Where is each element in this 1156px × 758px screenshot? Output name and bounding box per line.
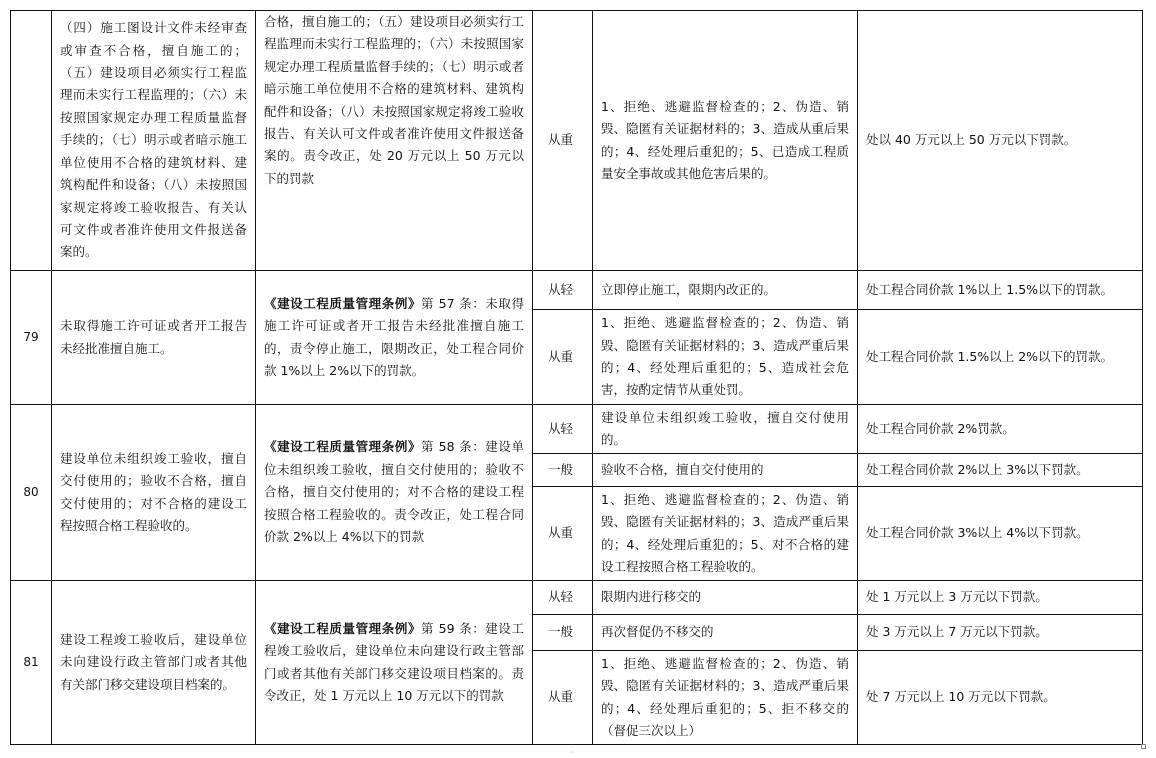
penalty-cell: 处以 40 万元以上 50 万元以下罚款。 — [866, 132, 1077, 148]
penalty-cell: 处工程合同价款 1%以上 1.5%以下的罚款。 — [866, 281, 1114, 297]
basis-text: 第 57 条：未取得施工许可证或者开工报告未经批准擅自施工的，责令停止施工，限期改正，处工程合同价款 1%以上 2%以下的罚款。 — [264, 295, 524, 378]
circumstance-text: 1、拒绝、逃避监督检查的；2、伪造、销毁、隐匿有关证据材料的；3、造成从重后果的；4、经处理后重犯的；5、已造成工程质量安全事故或其他危害后果的。 — [601, 98, 849, 181]
penalty-cell: 处工程合同价款 2%以上 3%以下罚款。 — [866, 461, 1089, 477]
basis-cell — [256, 271, 532, 404]
violation-text: 未取得施工许可证或者开工报告未经批准擅自施工。 — [60, 318, 247, 356]
law-title: 《建设工程质量管理条例》 — [264, 439, 422, 455]
violation-cell — [52, 11, 255, 270]
circumstance-text: 1、拒绝、逃避监督检查的；2、伪造、销毁、隐匿有关证据材料的；3、造成严重后果的；4、经处理后重犯的；5、造成社会危害，按酌定情节从重处罚。 — [601, 315, 849, 398]
basis-cell — [256, 405, 532, 580]
penalty-cell: 处 1 万元以上 3 万元以下罚款。 — [866, 589, 1048, 605]
circumstance-cell: 再次督促仍不移交的 — [601, 624, 714, 640]
circumstance-cell — [593, 310, 857, 404]
circumstance-cell — [593, 487, 857, 580]
penalty-cell: 处 3 万元以上 7 万元以下罚款。 — [866, 624, 1048, 640]
level-label: 从重 — [548, 525, 574, 541]
level-label: 从重 — [548, 132, 574, 148]
circumstance-cell: 立即停止施工，限期内改正的。 — [601, 281, 777, 297]
basis-cell — [256, 11, 532, 270]
level-label: 从重 — [548, 689, 574, 705]
circumstance-text: 1、拒绝、逃避监督检查的；2、伪造、销毁、隐匿有关证据材料的；3、造成严重后果的；4、经处理后重犯的；5、拒不移交的（督促三次以上） — [601, 655, 849, 738]
row-number: 81 — [23, 655, 39, 670]
violation-text: （四）施工图设计文件未经审查或审查不合格，擅自施工的；（五）建设项目必须实行工程监理而未实行工程监理的；（六）未按照国家规定办理工程质量监督手续的；（七）明示或者暗示施工单位使用不合格的建筑材料、建筑构配件和设备；（八）未按照国家规定将竣工验收报告、有关认可文件或者准许使用文件报送备案的。 — [60, 20, 247, 260]
level-label: 从轻 — [548, 589, 574, 605]
level-label: 一般 — [548, 461, 574, 477]
circumstance-cell — [593, 405, 857, 453]
row-number: 79 — [23, 330, 39, 345]
paragraph-mark-icon — [1141, 744, 1146, 749]
violation-text: 建设工程竣工验收后，建设单位未向建设行政主管部门或者其他有关部门移交建设项目档案的。 — [60, 631, 247, 692]
row-number: 80 — [23, 485, 39, 500]
page-footer-mark: ·· — [570, 748, 576, 757]
level-label: 从轻 — [548, 281, 574, 297]
circumstance-cell — [593, 651, 857, 744]
level-label: 从轻 — [548, 420, 574, 436]
level-label: 从重 — [548, 348, 574, 364]
circumstance-cell: 验收不合格，擅自交付使用的 — [601, 461, 764, 477]
circumstance-cell: 限期内进行移交的 — [601, 589, 702, 605]
level-label: 一般 — [548, 624, 574, 640]
circumstance-cell — [593, 11, 857, 270]
basis-text: 第 59 条：建设工程竣工验收后，建设单位未向建设行政主管部门或者其他有关部门移交建设项目档案的。责令改正，处 1 万元以上 10 万元以下的罚款 — [264, 620, 524, 703]
law-title: 《建设工程质量管理条例》 — [264, 620, 422, 636]
circumstance-text: 1、拒绝、逃避监督检查的；2、伪造、销毁、隐匿有关证据材料的；3、造成严重后果的；4、经处理后重犯的；5、对不合格的建设工程按照合格工程验收的。 — [601, 491, 849, 574]
penalty-cell: 处 7 万元以上 10 万元以下罚款。 — [866, 689, 1056, 705]
basis-text: 第 58 条：建设单位未组织竣工验收，擅自交付使用的；验收不合格，擅自交付使用的；对不合格的建设工程按照合格工程验收的。责令改正，处工程合同价款 2%以上 4%以下的罚款 — [264, 439, 524, 545]
violation-text: 建设单位未组织竣工验收，擅自交付使用的；验收不合格，擅自交付使用的；对不合格的建设工程按照合格工程验收的。 — [60, 450, 247, 533]
penalty-cell: 处工程合同价款 1.5%以上 2%以下的罚款。 — [866, 348, 1114, 364]
violation-cell — [52, 581, 255, 744]
circumstance-text: 建设单位未组织竣工验收，擅自交付使用的。 — [601, 409, 849, 447]
violation-cell — [52, 271, 255, 404]
penalty-cell: 处工程合同价款 3%以上 4%以下罚款。 — [866, 525, 1089, 541]
violation-cell — [52, 405, 255, 580]
law-title: 《建设工程质量管理条例》 — [264, 295, 422, 311]
basis-cell — [256, 581, 532, 744]
basis-text: 合格，擅自施工的；（五）建设项目必须实行工程监理而未实行工程监理的；（六）未按照国家规定办理工程质量监督手续的；（七）明示或者暗示施工单位使用不合格的建筑材料、建筑构配件和设备；（八）未按照国家规定将竣工验收报告、有关认可文件或者准许使用文件报送备案的。责令改正，处 20 万元以上 50 万元以下的罚款 — [264, 14, 524, 186]
penalty-cell: 处工程合同价款 2%罚款。 — [866, 420, 1015, 436]
row-number — [11, 11, 51, 270]
